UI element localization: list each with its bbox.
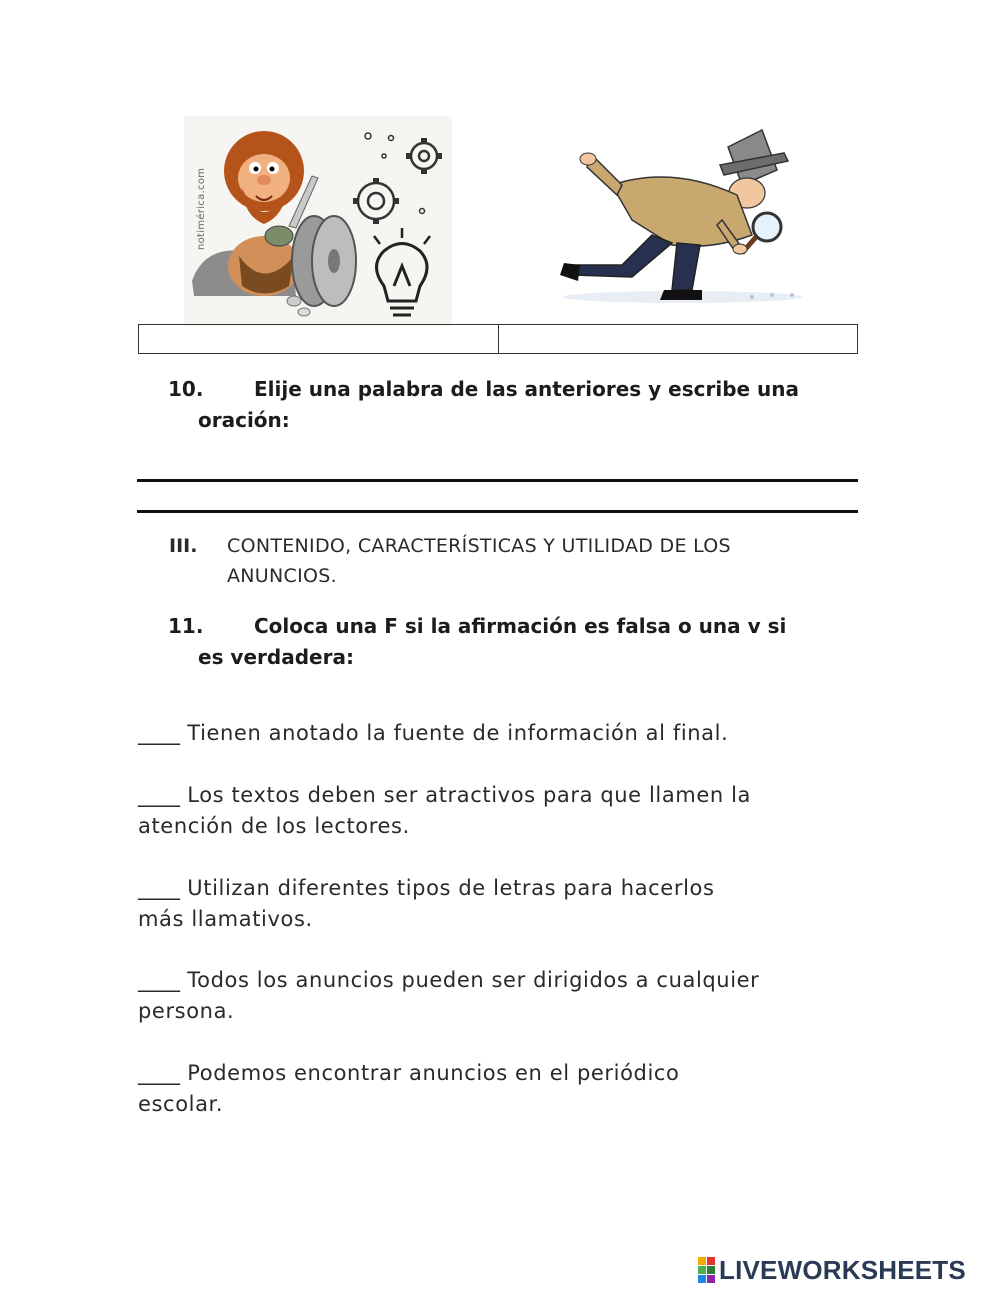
statement-5-text-cont: escolar. xyxy=(138,1092,224,1116)
answer-input-right[interactable] xyxy=(499,325,858,353)
liveworksheets-logo xyxy=(698,1256,966,1284)
image-watermark: notimérica.com xyxy=(196,167,207,250)
statement-5 xyxy=(138,1058,858,1120)
statement-2-blank[interactable]: ____ xyxy=(138,783,180,807)
image-answer-table xyxy=(138,324,858,354)
statement-4 xyxy=(138,965,858,1027)
statement-3-blank[interactable]: ____ xyxy=(138,876,180,900)
statement-1 xyxy=(138,718,858,749)
question-11-text-line1: Coloca una F si la afirmación es falsa o una v si xyxy=(254,614,787,638)
statement-2-text-cont: atención de los lectores. xyxy=(138,814,410,838)
statement-3 xyxy=(138,873,858,935)
writing-line-1[interactable] xyxy=(137,479,858,482)
question-10 xyxy=(168,374,868,438)
statement-4-text-cont: persona. xyxy=(138,999,235,1023)
section-III-title-line2: ANUNCIOS. xyxy=(227,565,337,587)
question-11-text-line2: es verdadera: xyxy=(198,645,354,669)
statement-2 xyxy=(138,780,858,842)
question-10-text-line1: Elije una palabra de las anteriores y escribe una xyxy=(254,377,800,401)
question-10-number: 10. xyxy=(168,377,204,401)
statement-3-text: Utilizan diferentes tipos de letras para hacerlos xyxy=(187,876,715,900)
statement-5-text: Podemos encontrar anuncios en el periódico xyxy=(187,1061,680,1085)
statement-1-text: Tienen anotado la fuente de información al final. xyxy=(187,721,729,745)
section-III-title-line1: CONTENIDO, CARACTERÍSTICAS Y UTILIDAD DE LOS xyxy=(227,535,731,557)
statement-4-text: Todos los anuncios pueden ser dirigidos a cualquier xyxy=(187,968,760,992)
answer-input-left[interactable] xyxy=(139,325,498,353)
statement-1-blank[interactable]: ____ xyxy=(138,721,180,745)
statement-2-text: Los textos deben ser atractivos para que llamen la xyxy=(187,783,751,807)
answer-cell-right[interactable] xyxy=(498,325,858,353)
answer-cell-left[interactable] xyxy=(139,325,498,353)
detective-image xyxy=(552,125,812,310)
question-11-number: 11. xyxy=(168,614,204,638)
section-III-heading xyxy=(169,531,869,591)
statement-4-blank[interactable]: ____ xyxy=(138,968,180,992)
caveman-invention-image xyxy=(184,116,452,326)
liveworksheets-logo-icon xyxy=(698,1257,715,1283)
section-III-number: III. xyxy=(169,535,198,557)
writing-line-2[interactable] xyxy=(137,510,858,513)
statement-5-blank[interactable]: ____ xyxy=(138,1061,180,1085)
question-10-text-line2: oración: xyxy=(198,408,290,432)
question-11 xyxy=(168,611,868,675)
statement-3-text-cont: más llamativos. xyxy=(138,907,313,931)
liveworksheets-logo-text: LIVEWORKSHEETS xyxy=(719,1254,966,1285)
